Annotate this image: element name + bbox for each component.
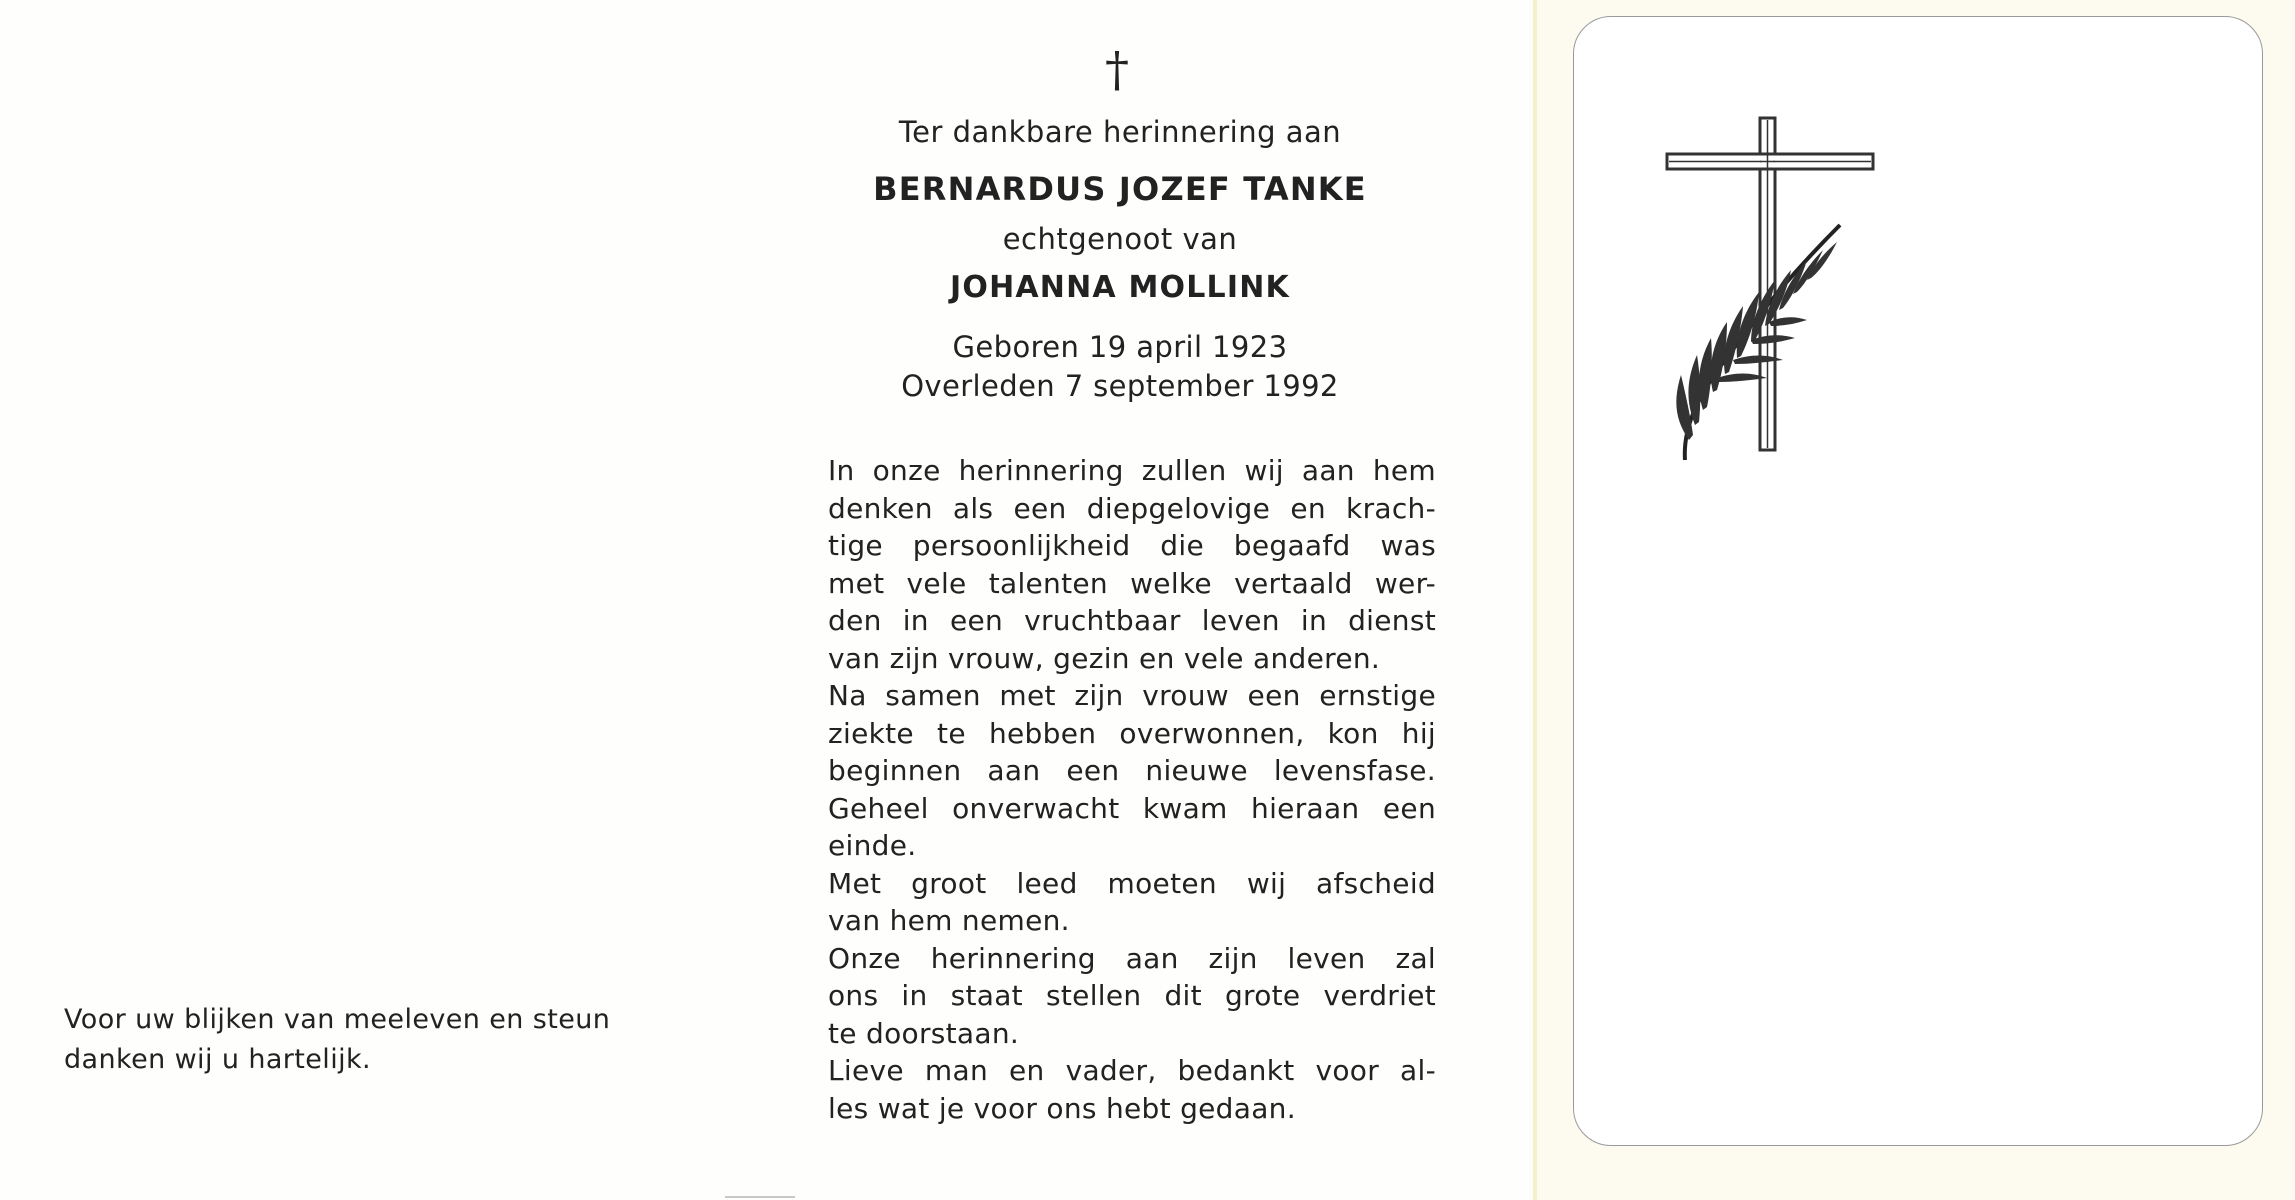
thank-you-line-1: Voor uw blijken van meeleven en steun [64, 1004, 611, 1035]
body-line: met vele talenten welke vertaald wer- [828, 566, 1436, 600]
spouse-name: JOHANNA MOLLINK [950, 270, 1290, 305]
body-line: les wat je voor ons hebt gedaan. [828, 1091, 1296, 1125]
body-line: Geheel onverwacht kwam hieraan een [828, 791, 1436, 825]
fold-edge [1533, 0, 1537, 1200]
birth-date: Geboren 19 april 1923 [952, 330, 1288, 364]
intro-line: Ter dankbare herinnering aan [898, 115, 1342, 149]
body-line: Lieve man en vader, bedankt voor al- [828, 1054, 1436, 1087]
memorial-paragraph [828, 452, 1436, 1127]
body-line: Onze herinnering aan zijn leven zal [828, 941, 1436, 975]
body-line: ziekte te hebben overwonnen, kon hij [828, 716, 1436, 750]
cross-with-palm-branch-icon [1655, 110, 1885, 470]
body-line: einde. [828, 829, 917, 862]
spouse-label: echtgenoot van [1002, 222, 1238, 256]
thank-you-note [64, 1000, 684, 1080]
body-line: beginnen aan een nieuwe levensfase. [828, 754, 1436, 787]
body-line: denken als een diepgelovige en krach- [828, 491, 1436, 525]
body-line: van hem nemen. [828, 904, 1070, 937]
deceased-name: BERNARDUS JOZEF TANKE [873, 170, 1367, 208]
body-line: tige persoonlijkheid die begaafd was [828, 529, 1436, 562]
scan-artifact [725, 1196, 795, 1198]
body-line: Na samen met zijn vrouw een ernstige [828, 679, 1436, 712]
body-line: te doorstaan. [828, 1016, 1020, 1050]
body-line: In onze herinnering zullen wij aan hem [828, 454, 1436, 487]
body-line: van zijn vrouw, gezin en vele anderen. [828, 641, 1381, 675]
body-line: ons in staat stellen dit grote verdriet [828, 979, 1436, 1012]
death-date: Overleden 7 september 1992 [901, 369, 1339, 403]
body-line: Met groot leed moeten wij afscheid [828, 866, 1436, 900]
thank-you-line-2: danken wij u hartelijk. [64, 1044, 372, 1075]
dagger-cross-icon: † [1105, 42, 1129, 98]
body-line: den in een vruchtbaar leven in dienst [828, 604, 1436, 637]
